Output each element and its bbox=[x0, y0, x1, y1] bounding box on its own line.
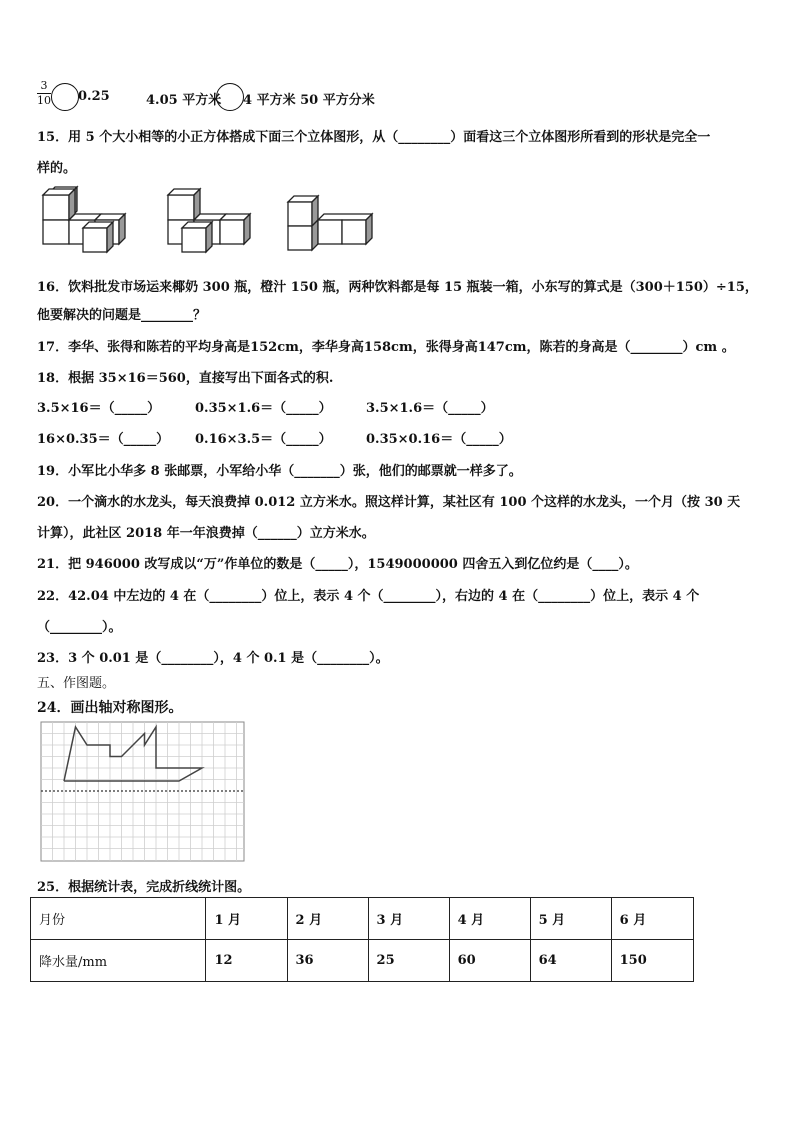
q15-line1: 15．用 5 个大小相等的小正方体搭成下面三个立体图形，从（________）面看这三个立体图形所看到的形状是完全一 bbox=[37, 130, 711, 145]
table-header-cell: 2 月 bbox=[287, 898, 368, 940]
rainfall-table bbox=[30, 897, 694, 982]
symmetry-grid bbox=[40, 721, 246, 863]
value-cell: 60 bbox=[449, 940, 530, 982]
section-5-title: 五、作图题。 bbox=[37, 676, 116, 691]
q18-line1: 18．根据 35×16＝560，直接写出下面各式的积. bbox=[37, 371, 334, 386]
value-cell: 25 bbox=[368, 940, 449, 982]
q17-line: 17．李华、张得和陈若的平均身高是152cm，李华身高158cm，张得身高147cm，陈若的身高是（________）cm 。 bbox=[37, 340, 735, 355]
cube-figures bbox=[35, 182, 395, 254]
value-cell: 36 bbox=[287, 940, 368, 982]
compare-circle-2[interactable] bbox=[216, 83, 244, 111]
table-header-cell: 月份 bbox=[31, 898, 206, 940]
q16-line2: 他要解决的问题是________？ bbox=[37, 308, 207, 323]
table-row bbox=[31, 940, 694, 982]
fraction-3-10 bbox=[37, 80, 51, 107]
q25-line: 25．根据统计表，完成折线统计图。 bbox=[37, 880, 251, 895]
q16-line1: 16．饮料批发市场运来椰奶 300 瓶，橙汁 150 瓶，两种饮料都是每 15 瓶装一箱，小东写的算式是（300＋150）÷15， bbox=[37, 280, 758, 295]
q18-row2-item1: 16×0.35＝（_____） bbox=[37, 432, 170, 447]
q21-line: 21．把 946000 改写成以“万”作单位的数是（_____），1549000000 四舍五入到亿位约是（____）。 bbox=[37, 557, 638, 572]
q15-line2: 样的。 bbox=[37, 161, 77, 176]
cube-figure-3 bbox=[288, 196, 372, 250]
table-header-cell: 4 月 bbox=[449, 898, 530, 940]
value-cell: 12 bbox=[206, 940, 287, 982]
q19-line: 19．小军比小华多 8 张邮票，小军给小华（_______）张，他们的邮票就一样多了。 bbox=[37, 464, 522, 479]
table-header-cell: 5 月 bbox=[530, 898, 611, 940]
compare-circle-1[interactable] bbox=[51, 83, 79, 111]
q23-line: 23．3 个 0.01 是（________），4 个 0.1 是（________）。 bbox=[37, 651, 389, 666]
table-header-cell: 3 月 bbox=[368, 898, 449, 940]
q20-line1: 20．一个滴水的水龙头，每天浪费掉 0.012 立方米水。照这样计算，某社区有 100 个这样的水龙头，一个月（按 30 天 bbox=[37, 495, 741, 510]
q18-row1-item3: 3.5×1.6＝（_____） bbox=[366, 401, 494, 416]
table-header-row bbox=[31, 898, 694, 940]
value-cell: 150 bbox=[611, 940, 693, 982]
table-header-cell: 6 月 bbox=[611, 898, 693, 940]
cube-figure-1 bbox=[43, 187, 125, 252]
q18-row1-item1: 3.5×16＝（_____） bbox=[37, 401, 161, 416]
value-cell: 64 bbox=[530, 940, 611, 982]
row-label-cell: 降水量/mm bbox=[31, 940, 206, 982]
q20-line2: 计算），此社区 2018 年一年浪费掉（______）立方米水。 bbox=[37, 526, 375, 541]
q18-row1-item2: 0.35×1.6＝（_____） bbox=[195, 401, 332, 416]
fraction-denominator: 10 bbox=[37, 94, 51, 107]
compare-item2-left: 4.05 平方米 bbox=[146, 93, 222, 108]
q24-line: 24．画出轴对称图形。 bbox=[37, 700, 183, 716]
table-header-cell: 1 月 bbox=[206, 898, 287, 940]
cube-figure-2 bbox=[168, 189, 250, 252]
compare-item2-right: 4 平方米 50 平方分米 bbox=[243, 93, 375, 108]
q22-line2: （________）。 bbox=[37, 620, 122, 635]
q22-line1: 22．42.04 中左边的 4 在（________）位上，表示 4 个（________），右边的 4 在（________）位上，表示 4 个 bbox=[37, 589, 700, 604]
compare-item1-right: 0.25 bbox=[78, 89, 110, 104]
fraction-numerator: 3 bbox=[40, 79, 48, 92]
q18-row2-item3: 0.35×0.16＝（_____） bbox=[366, 432, 512, 447]
q18-row2-item2: 0.16×3.5＝（_____） bbox=[195, 432, 332, 447]
